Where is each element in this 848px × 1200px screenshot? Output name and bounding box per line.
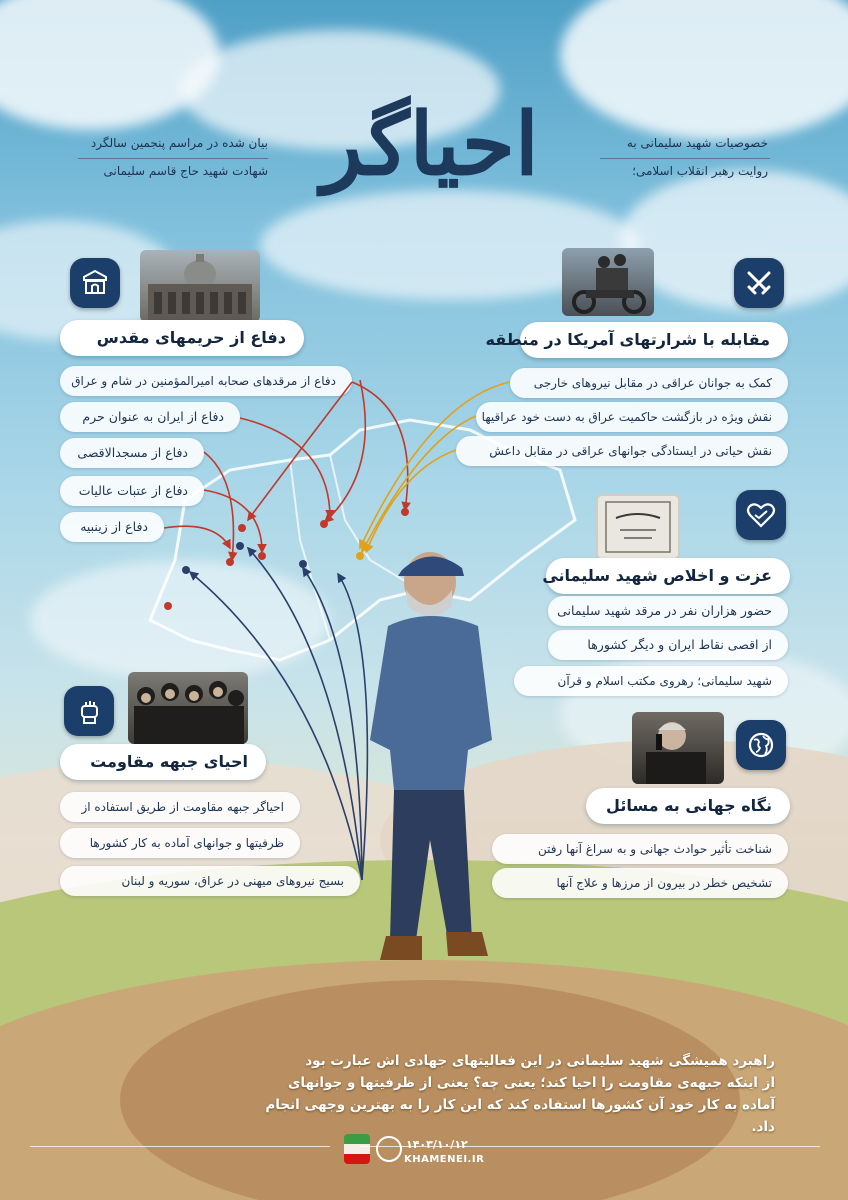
arrow-gold — [366, 450, 456, 552]
us-mischief-item-2: نقش ویژه در بازگشت حاکمیت عراق به دست خود عراقیها — [476, 402, 788, 432]
resistance-item-3: بسیج نیروهای میهنی در عراق، سوریه و لبنان — [60, 866, 360, 896]
arrow-red — [240, 418, 330, 518]
footer-rule-left — [30, 1146, 330, 1147]
section-title-holy-shrines: دفاع از حریمهای مقدس — [60, 320, 304, 356]
quote-line-1: راهبرد همیشگی شهید سلیمانی در این فعالیتهای جهادی اش عبارت بود — [305, 1053, 775, 1069]
us-mischief-item-3: نقش حیاتی در ایستادگی جوانهای عراقی در مقابل داعش — [456, 436, 788, 466]
section-title-global-view: نگاه جهانی به مسائل — [586, 788, 790, 824]
section-title-resistance: احیای جبهه مقاومت — [60, 744, 266, 780]
central-figure — [360, 540, 530, 990]
holy-shrines-item-4: دفاع از عتبات عالیات — [60, 476, 204, 506]
arrow-gold — [362, 416, 476, 552]
arrow-red — [248, 382, 352, 520]
arrow-red — [164, 526, 230, 548]
resistance-item-2: ظرفیتها و جوانهای آماده به کار کشورها — [60, 828, 300, 858]
arrow-red — [204, 452, 233, 560]
arrow-navy — [303, 568, 362, 880]
resistance-item-1: احیاگر جبهه مقاومت از طریق استفاده از — [60, 792, 300, 822]
arrow-red — [325, 380, 365, 522]
arrow-gold — [360, 382, 510, 548]
arrow-red — [352, 382, 408, 510]
flag-emblem-icon — [344, 1134, 370, 1164]
quote-line-3: آماده به کار خود آن کشورها استفاده کند که این کار را به بهترین وجهی انجام داد. — [265, 1097, 775, 1135]
dignity-item-1: حضور هزاران نفر در مرقد شهید سلیمانی — [548, 596, 788, 626]
us-mischief-item-1: کمک به جوانان عراقی در مقابل نیروهای خارجی — [510, 368, 788, 398]
footer-brand: KHAMENEI.IR — [404, 1154, 485, 1165]
page-title: احیاگر — [321, 94, 539, 195]
header-right-line1: خصوصیات شهید سلیمانی به — [626, 136, 768, 150]
holy-shrines-item-3: دفاع از مسجدالاقصی — [60, 438, 204, 468]
map-pin-navy — [182, 542, 307, 574]
section-title-dignity: عزت و اخلاص شهید سلیمانی — [546, 558, 790, 594]
holy-shrines-item-5: دفاع از زینبیه — [60, 512, 164, 542]
global-view-item-1: شناخت تأثیر حوادث جهانی و به سراغ آنها رفتن — [492, 834, 788, 864]
dignity-item-2: از اقصی نقاط ایران و دیگر کشورها — [548, 630, 788, 660]
footer-date: ۱۴۰۳/۱۰/۱۲ — [406, 1138, 468, 1151]
section-title-us-mischief: مقابله با شرارتهای آمریکا در منطقه — [520, 322, 788, 358]
holy-shrines-item-2: دفاع از ایران به عنوان حرم — [60, 402, 240, 432]
holy-shrines-item-1: دفاع از مرقدهای صحابه امیرالمؤمنین در شام و عراق — [60, 366, 352, 396]
arrow-navy — [248, 548, 362, 880]
global-view-item-2: تشخیص خطر در بیرون از مرزها و علاج آنها — [492, 868, 788, 898]
header-right-line2: روایت رهبر انقلاب اسلامی؛ — [632, 164, 768, 178]
header-left-line1: بیان شده در مراسم پنجمین سالگرد — [90, 136, 268, 150]
quote-line-2: از اینکه جبهه‌ی مقاومت را احیا کند؛ یعنی چه؟ یعنی از ظرفیتها و جوانهای — [288, 1075, 775, 1091]
brand-logo-icon — [376, 1136, 402, 1162]
header-left-line2: شهادت شهید حاج قاسم سلیمانی — [103, 164, 268, 178]
dignity-item-3: شهید سلیمانی؛ رهروی مکتب اسلام و قرآن — [514, 666, 788, 696]
